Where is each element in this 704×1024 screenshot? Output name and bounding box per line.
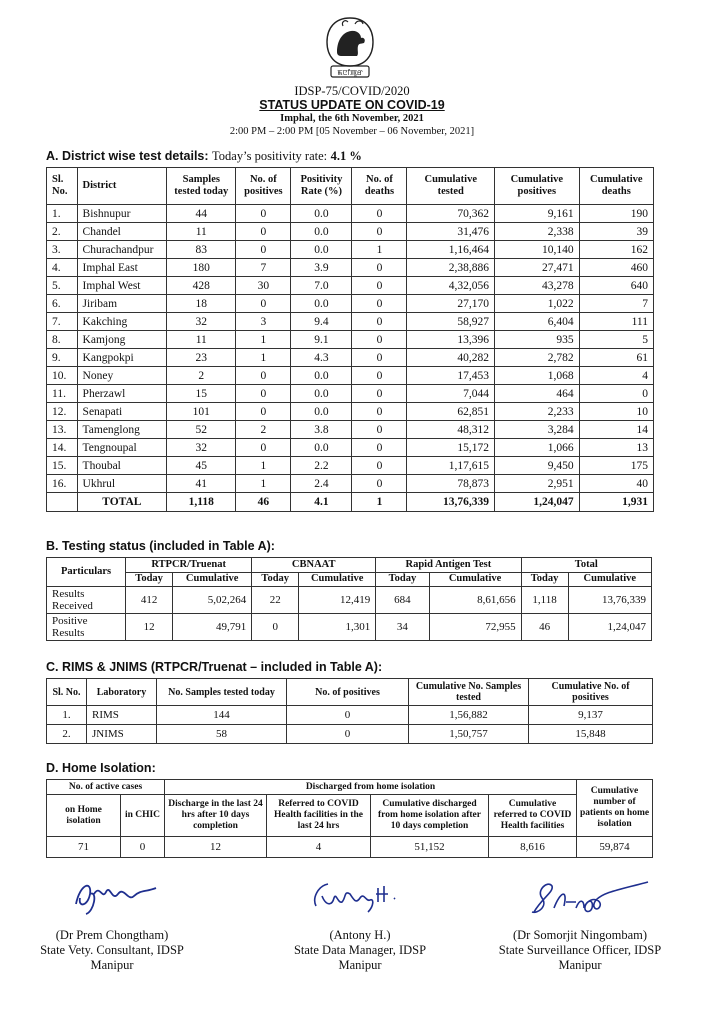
- table-cell: 2: [236, 421, 291, 439]
- table-cell: 1: [236, 349, 291, 367]
- table-cell: 0: [287, 725, 409, 744]
- table-cell: 1,066: [495, 439, 580, 457]
- table-cell: 62,851: [407, 403, 495, 421]
- table-cell: 59,874: [577, 837, 653, 858]
- column-header: Cumulative referred to COVID Health facilities: [489, 795, 577, 837]
- table-cell: 7.0: [291, 277, 352, 295]
- table-cell: 464: [495, 385, 580, 403]
- table-cell: 3.9: [291, 259, 352, 277]
- table-cell: 1: [352, 241, 407, 259]
- subheader: Today: [252, 572, 299, 587]
- table-cell: 39: [579, 223, 653, 241]
- table-cell: 4: [579, 367, 653, 385]
- total-cell: [47, 493, 78, 512]
- table-row: [47, 457, 654, 475]
- section-c-title: C. RIMS & JNIMS (RTPCR/Truenat – included in Table A):: [46, 660, 383, 674]
- table-row: [47, 295, 654, 313]
- table-cell: 78,873: [407, 475, 495, 493]
- table-cell: 0.0: [291, 205, 352, 223]
- testing-status-table: [46, 557, 652, 641]
- signatory-designation: State Vety. Consultant, IDSP: [40, 943, 184, 957]
- table-cell: 58,927: [407, 313, 495, 331]
- table-row: [47, 367, 654, 385]
- table-cell: 2.: [47, 725, 87, 744]
- table-cell: Tamenglong: [77, 421, 167, 439]
- particulars-header: Particulars: [47, 558, 126, 587]
- table-cell: 1: [236, 331, 291, 349]
- table-cell: 9.4: [291, 313, 352, 331]
- table-row: [47, 837, 653, 858]
- table-cell: 48,312: [407, 421, 495, 439]
- table-row: [47, 259, 654, 277]
- column-header: Laboratory: [87, 679, 157, 706]
- table-cell: 935: [495, 331, 580, 349]
- signatory-name: (Dr Somorjit Ningombam): [512, 928, 647, 942]
- table-cell: 0: [236, 439, 291, 457]
- table-cell: 12: [126, 614, 173, 641]
- signature-prem-chongtham: [70, 872, 160, 916]
- table-row: [47, 421, 654, 439]
- table-row: [47, 403, 654, 421]
- section-a-title: [46, 149, 362, 164]
- table-cell: 3.8: [291, 421, 352, 439]
- subheader: Today: [376, 572, 429, 587]
- table-cell: 61: [579, 349, 653, 367]
- table-cell: 32: [167, 313, 236, 331]
- table-cell: 15,172: [407, 439, 495, 457]
- table-cell: 16.: [47, 475, 78, 493]
- table-cell: Kamjong: [77, 331, 167, 349]
- table-cell: 11.: [47, 385, 78, 403]
- table-cell: 0: [252, 614, 299, 641]
- table-cell: 7,044: [407, 385, 495, 403]
- emblem-text: ꯃꯅꯤꯄꯨꯔ: [337, 69, 363, 77]
- table-cell: 5,02,264: [173, 587, 252, 614]
- total-row: [47, 493, 654, 512]
- table-cell: 101: [167, 403, 236, 421]
- table-cell: 428: [167, 277, 236, 295]
- table-cell: 2.2: [291, 457, 352, 475]
- row-label-line: Positive: [52, 615, 88, 627]
- table-cell: 2,38,886: [407, 259, 495, 277]
- table-cell: 41: [167, 475, 236, 493]
- table-row: [47, 223, 654, 241]
- table-cell: 15.: [47, 457, 78, 475]
- table-cell: Pherzawl: [77, 385, 167, 403]
- table-cell: Kakching: [77, 313, 167, 331]
- table-cell: 22: [252, 587, 299, 614]
- table-cell: 71: [47, 837, 121, 858]
- subheader: Cumulative: [299, 572, 376, 587]
- table-cell: 31,476: [407, 223, 495, 241]
- active-cases-header: No. of active cases: [47, 780, 165, 795]
- column-header: Sl. No.: [47, 168, 78, 205]
- signatory-place: Manipur: [338, 958, 382, 972]
- table-cell: 0.0: [291, 295, 352, 313]
- table-cell: Senapati: [77, 403, 167, 421]
- table-cell: 8,616: [489, 837, 577, 858]
- table-cell: 2.: [47, 223, 78, 241]
- table-cell: 4,32,056: [407, 277, 495, 295]
- table-cell: 83: [167, 241, 236, 259]
- table-cell: 0: [236, 403, 291, 421]
- column-header: District: [77, 168, 167, 205]
- table-cell: 0: [352, 259, 407, 277]
- table-cell: 5.: [47, 277, 78, 295]
- table-cell: 44: [167, 205, 236, 223]
- table-cell: Noney: [77, 367, 167, 385]
- table-cell: 1: [236, 457, 291, 475]
- table-cell: 0: [352, 223, 407, 241]
- table-cell: 0: [352, 331, 407, 349]
- table-cell: 14.: [47, 439, 78, 457]
- table-cell: Thoubal: [77, 457, 167, 475]
- table-cell: 13,76,339: [568, 587, 651, 614]
- signatory-place: Manipur: [90, 958, 134, 972]
- table-cell: 175: [579, 457, 653, 475]
- table-cell: 2,782: [495, 349, 580, 367]
- table-cell: JNIMS: [87, 725, 157, 744]
- column-header: Cumulative No. Samples tested: [409, 679, 529, 706]
- table-cell: 15: [167, 385, 236, 403]
- total-cell: 1: [352, 493, 407, 512]
- section-d-title: D. Home Isolation:: [46, 761, 156, 775]
- cumulative-home-isolation-header: Cumulative number of patients on home isolation: [577, 780, 653, 837]
- table-cell: 70,362: [407, 205, 495, 223]
- signatory-2: [260, 928, 460, 973]
- table-cell: 11: [167, 223, 236, 241]
- table-cell: 18: [167, 295, 236, 313]
- section-b-title: B. Testing status (included in Table A):: [46, 539, 275, 553]
- positivity-rate-label: Today’s positivity rate:: [212, 149, 328, 163]
- table-cell: 51,152: [371, 837, 489, 858]
- subheader: Today: [521, 572, 568, 587]
- table-cell: 27,170: [407, 295, 495, 313]
- table-cell: 3,284: [495, 421, 580, 439]
- table-cell: 460: [579, 259, 653, 277]
- column-header: No. Samples tested today: [157, 679, 287, 706]
- table-cell: 684: [376, 587, 429, 614]
- table-cell: 10: [579, 403, 653, 421]
- table-cell: Imphal West: [77, 277, 167, 295]
- table-cell: 2,951: [495, 475, 580, 493]
- table-cell: 23: [167, 349, 236, 367]
- table-cell: 52: [167, 421, 236, 439]
- table-row: [47, 614, 652, 641]
- table-cell: 0: [352, 385, 407, 403]
- signatory-1: [12, 928, 212, 973]
- table-row: [47, 439, 654, 457]
- table-cell: 0: [352, 439, 407, 457]
- table-cell: 12.: [47, 403, 78, 421]
- total-cell: TOTAL: [77, 493, 167, 512]
- column-header: Sl. No.: [47, 679, 87, 706]
- table-cell: 3.: [47, 241, 78, 259]
- table-cell: 2,338: [495, 223, 580, 241]
- table-cell: 0.0: [291, 367, 352, 385]
- table-cell: 0.0: [291, 223, 352, 241]
- table-cell: 40: [579, 475, 653, 493]
- table-cell: 8.: [47, 331, 78, 349]
- table-cell: Tengnoupal: [77, 439, 167, 457]
- table-row: [47, 331, 654, 349]
- column-header: Referred to COVID Health facilities in the last 24 hrs: [267, 795, 371, 837]
- table-cell: 0: [121, 837, 165, 858]
- column-header: Cumulative positives: [495, 168, 580, 205]
- document-title: STATUS UPDATE ON COVID-19: [259, 98, 445, 112]
- table-cell: RIMS: [87, 706, 157, 725]
- table-cell: 2: [167, 367, 236, 385]
- table-cell: 40,282: [407, 349, 495, 367]
- table-cell: 0: [352, 367, 407, 385]
- table-cell: 13.: [47, 421, 78, 439]
- table-cell: 32: [167, 439, 236, 457]
- column-header: No. of positives: [236, 168, 291, 205]
- total-cell: 1,118: [167, 493, 236, 512]
- subheader: Today: [126, 572, 173, 587]
- table-cell: 4.: [47, 259, 78, 277]
- table-cell: 162: [579, 241, 653, 259]
- signatory-name: (Dr Prem Chongtham): [55, 928, 169, 942]
- table-cell: 1,022: [495, 295, 580, 313]
- table-cell: Churachandpur: [77, 241, 167, 259]
- table-row: [47, 587, 652, 614]
- table-cell: 15,848: [529, 725, 653, 744]
- group-header: Total: [521, 558, 651, 573]
- table-cell: 0: [579, 385, 653, 403]
- table-cell: 0.0: [291, 385, 352, 403]
- table-cell: 0: [352, 475, 407, 493]
- table-header-row: [47, 168, 654, 205]
- signature-antony-h: [308, 876, 414, 916]
- table-cell: 9,450: [495, 457, 580, 475]
- table-row: [47, 313, 654, 331]
- table-cell: 13: [579, 439, 653, 457]
- table-cell: 412: [126, 587, 173, 614]
- table-cell: 0: [236, 205, 291, 223]
- rims-jnims-table: [46, 678, 653, 744]
- table-cell: Imphal East: [77, 259, 167, 277]
- signatory-designation: State Data Manager, IDSP: [293, 943, 427, 957]
- row-label-line: Received: [52, 600, 93, 612]
- subheader: Cumulative: [173, 572, 252, 587]
- subheader: Cumulative: [429, 572, 521, 587]
- table-cell: 4: [267, 837, 371, 858]
- column-header: on Home isolation: [47, 795, 121, 837]
- table-cell: 0: [236, 385, 291, 403]
- table-cell: 1.: [47, 706, 87, 725]
- row-label: [47, 614, 126, 641]
- column-header: Discharge in the last 24 hrs after 10 days completion: [165, 795, 267, 837]
- total-cell: 1,931: [579, 493, 653, 512]
- table-cell: 0.0: [291, 439, 352, 457]
- table-cell: 1,118: [521, 587, 568, 614]
- table-cell: 1,56,882: [409, 706, 529, 725]
- table-cell: 1,068: [495, 367, 580, 385]
- row-label-line: Results: [52, 588, 85, 600]
- table-row: [47, 277, 654, 295]
- table-cell: 13,396: [407, 331, 495, 349]
- table-cell: 190: [579, 205, 653, 223]
- table-cell: 0: [352, 277, 407, 295]
- table-cell: 2.4: [291, 475, 352, 493]
- table-cell: 0: [236, 223, 291, 241]
- row-label-line: Results: [52, 627, 85, 639]
- table-cell: 1,50,757: [409, 725, 529, 744]
- table-row: [47, 385, 654, 403]
- table-cell: 144: [157, 706, 287, 725]
- table-cell: 0: [352, 457, 407, 475]
- report-period: 2:00 PM – 2:00 PM [05 November – 06 November, 2021]: [229, 126, 475, 137]
- table-cell: 1,301: [299, 614, 376, 641]
- table-cell: 0: [352, 313, 407, 331]
- table-cell: Ukhrul: [77, 475, 167, 493]
- column-header: in CHIC: [121, 795, 165, 837]
- table-cell: 1,17,615: [407, 457, 495, 475]
- table-cell: 45: [167, 457, 236, 475]
- table-row: [47, 205, 654, 223]
- column-header: No. of deaths: [352, 168, 407, 205]
- home-isolation-table: [46, 779, 653, 858]
- table-cell: 3: [236, 313, 291, 331]
- table-cell: 9.1: [291, 331, 352, 349]
- table-cell: 1.: [47, 205, 78, 223]
- column-header: No. of positives: [287, 679, 409, 706]
- signatory-name: (Antony H.): [329, 928, 391, 942]
- table-cell: 27,471: [495, 259, 580, 277]
- table-cell: 7.: [47, 313, 78, 331]
- table-cell: Bishnupur: [77, 205, 167, 223]
- table-cell: 0: [352, 403, 407, 421]
- state-emblem-icon: [321, 16, 379, 82]
- table-cell: 14: [579, 421, 653, 439]
- table-cell: 12,419: [299, 587, 376, 614]
- table-cell: 0: [352, 421, 407, 439]
- place-date: Imphal, the 6th November, 2021: [280, 113, 424, 124]
- table-row: [47, 349, 654, 367]
- table-cell: 0: [236, 295, 291, 313]
- table-cell: 0: [352, 349, 407, 367]
- signature-somorjit-ningombam: [528, 878, 652, 920]
- group-header: Rapid Antigen Test: [376, 558, 521, 573]
- district-test-table: [46, 167, 654, 512]
- table-row: [47, 241, 654, 259]
- discharged-header: Discharged from home isolation: [165, 780, 577, 795]
- column-header: Samples tested today: [167, 168, 236, 205]
- table-cell: 10.: [47, 367, 78, 385]
- table-cell: 2,233: [495, 403, 580, 421]
- table-cell: 4.3: [291, 349, 352, 367]
- table-cell: 34: [376, 614, 429, 641]
- document-code: IDSP-75/COVID/2020: [294, 84, 410, 98]
- table-cell: Chandel: [77, 223, 167, 241]
- table-cell: 0.0: [291, 403, 352, 421]
- table-cell: 12: [165, 837, 267, 858]
- table-row: [47, 725, 653, 744]
- table-cell: 5: [579, 331, 653, 349]
- table-cell: 0: [287, 706, 409, 725]
- row-label: [47, 587, 126, 614]
- table-cell: 58: [157, 725, 287, 744]
- table-cell: 17,453: [407, 367, 495, 385]
- table-cell: 7: [579, 295, 653, 313]
- positivity-rate-value: 4.1 %: [330, 149, 362, 163]
- table-cell: 640: [579, 277, 653, 295]
- group-header: CBNAAT: [252, 558, 376, 573]
- column-header: Cumulative No. of positives: [529, 679, 653, 706]
- table-cell: 72,955: [429, 614, 521, 641]
- group-header: RTPCR/Truenat: [126, 558, 252, 573]
- column-header: Cumulative tested: [407, 168, 495, 205]
- total-cell: 46: [236, 493, 291, 512]
- table-cell: 6,404: [495, 313, 580, 331]
- table-cell: 0: [352, 295, 407, 313]
- column-header: Cumulative discharged from home isolation after 10 days completion: [371, 795, 489, 837]
- column-header: Cumulative deaths: [579, 168, 653, 205]
- total-cell: 1,24,047: [495, 493, 580, 512]
- table-cell: Jiribam: [77, 295, 167, 313]
- table-cell: Kangpokpi: [77, 349, 167, 367]
- table-cell: 1,16,464: [407, 241, 495, 259]
- table-cell: 9,137: [529, 706, 653, 725]
- table-cell: 111: [579, 313, 653, 331]
- column-header: Positivity Rate (%): [291, 168, 352, 205]
- table-row: [47, 475, 654, 493]
- total-cell: 4.1: [291, 493, 352, 512]
- table-cell: 1,24,047: [568, 614, 651, 641]
- table-cell: 1: [236, 475, 291, 493]
- table-cell: 43,278: [495, 277, 580, 295]
- table-cell: 0: [236, 241, 291, 259]
- table-cell: 7: [236, 259, 291, 277]
- table-cell: 0.0: [291, 241, 352, 259]
- table-cell: 9,161: [495, 205, 580, 223]
- table-cell: 8,61,656: [429, 587, 521, 614]
- table-cell: 10,140: [495, 241, 580, 259]
- table-cell: 0: [352, 205, 407, 223]
- subheader: Cumulative: [568, 572, 651, 587]
- table-cell: 11: [167, 331, 236, 349]
- table-cell: 30: [236, 277, 291, 295]
- section-a-heading: A. District wise test details:: [46, 149, 209, 163]
- table-cell: 180: [167, 259, 236, 277]
- table-cell: 0: [236, 367, 291, 385]
- signatory-3: [480, 928, 680, 973]
- signatory-designation: State Surveillance Officer, IDSP: [498, 943, 662, 957]
- table-cell: 46: [521, 614, 568, 641]
- table-cell: 6.: [47, 295, 78, 313]
- total-cell: 13,76,339: [407, 493, 495, 512]
- table-row: [47, 706, 653, 725]
- table-cell: 9.: [47, 349, 78, 367]
- signatory-place: Manipur: [558, 958, 602, 972]
- table-cell: 49,791: [173, 614, 252, 641]
